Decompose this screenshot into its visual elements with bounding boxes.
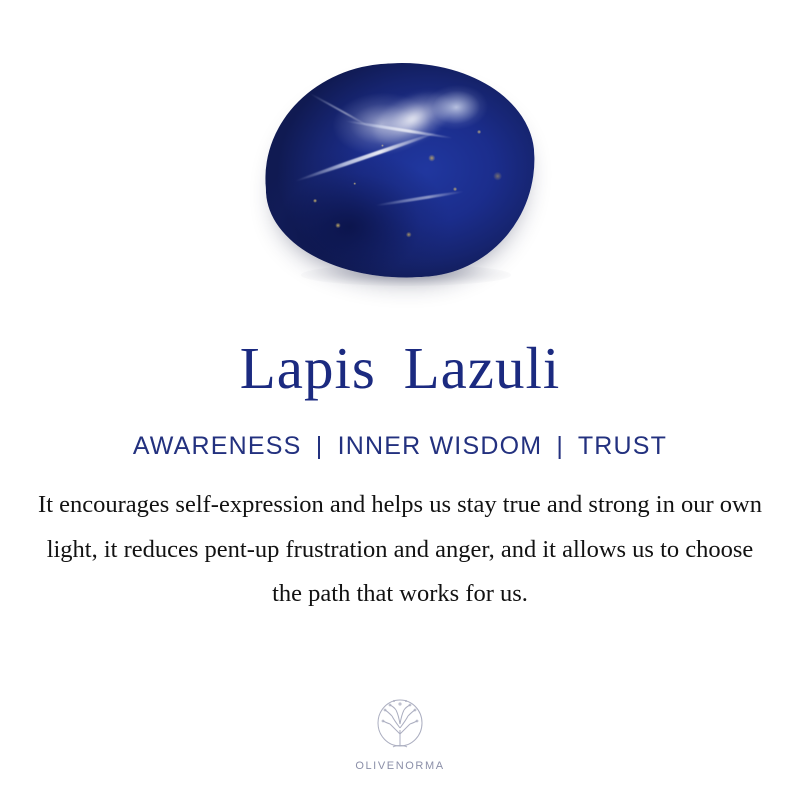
stone-image-area (0, 0, 800, 330)
keyword-inner-wisdom: INNER WISDOM (337, 431, 543, 460)
stone-highlight (365, 81, 461, 158)
keyword-awareness: AWARENESS (132, 431, 302, 460)
keyword-separator: | (315, 431, 324, 460)
lapis-lazuli-stone-icon (260, 56, 541, 285)
keyword-trust: TRUST (577, 431, 668, 460)
tree-of-life-icon (363, 696, 437, 758)
stone-vein (309, 92, 371, 128)
stone-vein (344, 118, 453, 138)
stone-photo (265, 63, 535, 278)
description-text: It encourages self-expression and helps us stay true and strong in our own light, it reduces pent-up frustration and anger, and it allows us to choose the path that works for us. (38, 490, 762, 608)
stone-vein (295, 130, 438, 183)
stone-vein (375, 190, 464, 207)
keyword-separator: | (556, 431, 565, 460)
keywords-line (133, 432, 667, 461)
page-title: Lapis Lazuli (239, 335, 561, 401)
brand-logo (0, 696, 800, 772)
brand-name: OLIVENORMA (355, 760, 445, 772)
